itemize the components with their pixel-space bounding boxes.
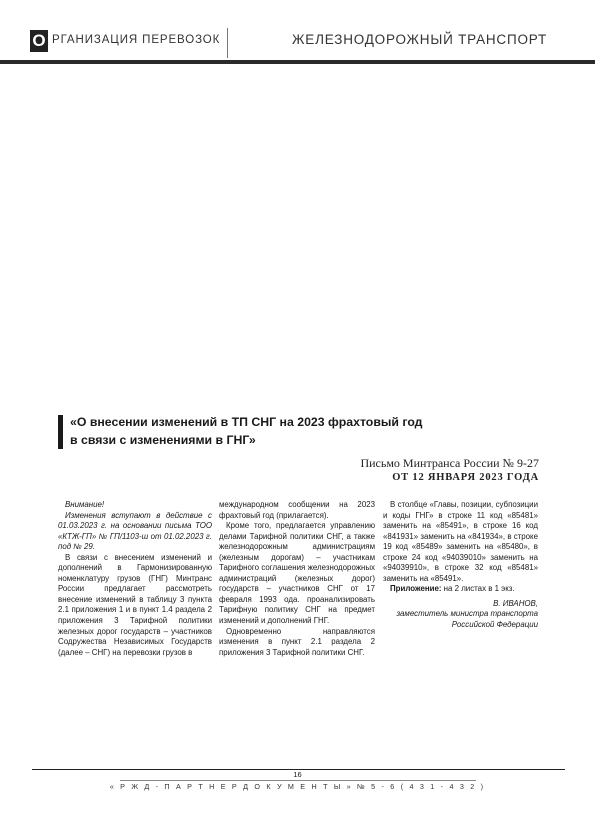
text-column-1: [58, 500, 212, 658]
attention-label: Внимание!: [65, 500, 105, 509]
journal-footer: « Р Ж Д - П А Р Т Н Е Р Д О К У М Е Н Т Ы » № 5 - 6 ( 4 3 1 - 4 3 2 ): [109, 782, 486, 791]
page-number: 16: [293, 770, 302, 779]
attachment-note: [383, 584, 538, 595]
journal-section-title: ЖЕЛЕЗНОДОРОЖНЫЙ ТРАНСПОРТ: [292, 32, 548, 47]
header-divider: [227, 28, 228, 58]
title-accent-bar: [58, 415, 63, 449]
signer-name: В. ИВАНОВ,: [493, 598, 538, 608]
section-initial-letter: О: [30, 30, 48, 52]
paragraph-1: В связи с внесением изменений и дополнений в Гармонизированную номенклатуру грузов (ГНГ) Минтранс России предлагает рассмотреть внесение изменений в таблицу 3 пункта 2.1 приложения 1 и в пункт 1.4 раздела 2 приложения 3 Тарифной политики железных дорог государств – участников Содружества Независимых Государств (далее – СНГ) на перевозки грузов в: [58, 552, 212, 657]
text-column-2: [219, 500, 375, 658]
article-title-line-2: в связи с изменениями в ГНГ»: [70, 432, 256, 447]
article-title: [70, 414, 490, 449]
paragraph-2: Кроме того, предлагается управлению делами Тарифной политики СНГ, а также железнодорожным администрациям (железным дорогам) – участникам Тарифного соглашения железнодорожных администраций (железных дорог) государств – участников СНГ от 17 февраля 1993 ода. проанализировать Тарифную политику СНГ на предмет изменений и дополнений ГНГ.: [219, 521, 375, 626]
attachment-label: Приложение:: [390, 584, 442, 594]
letter-reference: Письмо Минтранса России № 9-27: [360, 456, 539, 470]
signer-title: заместитель министра транспорта Российской Федерации: [396, 609, 538, 630]
section-title: РГАНИЗАЦИЯ ПЕРЕВОЗОК: [52, 34, 221, 46]
header-rule: [0, 60, 595, 64]
text-column-3: [383, 500, 538, 631]
footer-thin-rule: [120, 780, 476, 781]
letter-date: ОТ 12 ЯНВАРЯ 2023 ГОДА: [392, 472, 539, 483]
article-title-line-1: «О внесении изменений в ТП СНГ на 2023 фрахтовый год: [70, 415, 423, 429]
paragraph-3: Одновременно направляются изменения в пункт 2.1 раздела 2 приложения 3 Тарифной политики СНГ.: [219, 626, 375, 657]
effective-date-note: Изменения вступают в действие с 01.03.2023 г. на основании письма ТОО «КТЖ-ГП» № ГП/1103-ш от 01.02.2023 г. под № 29.: [58, 510, 212, 552]
attachment-text: на 2 листах в 1 экз.: [441, 584, 515, 594]
paragraph-4: В столбце «Главы, позиции, субпозиции и коды ГНГ» в строке 11 код «85481» заменить на «85491», в строке 16 код «841931» заменить на «841934», в строке 19 код «85489» заменить на «85480», в строке 24 код «94039010» заменить на «94039910», в строке 32 код «85481» заменить на «85491».: [383, 500, 538, 583]
paragraph-1-continued: международном сообщении на 2023 фрахтовый год (прилагается).: [219, 500, 375, 520]
